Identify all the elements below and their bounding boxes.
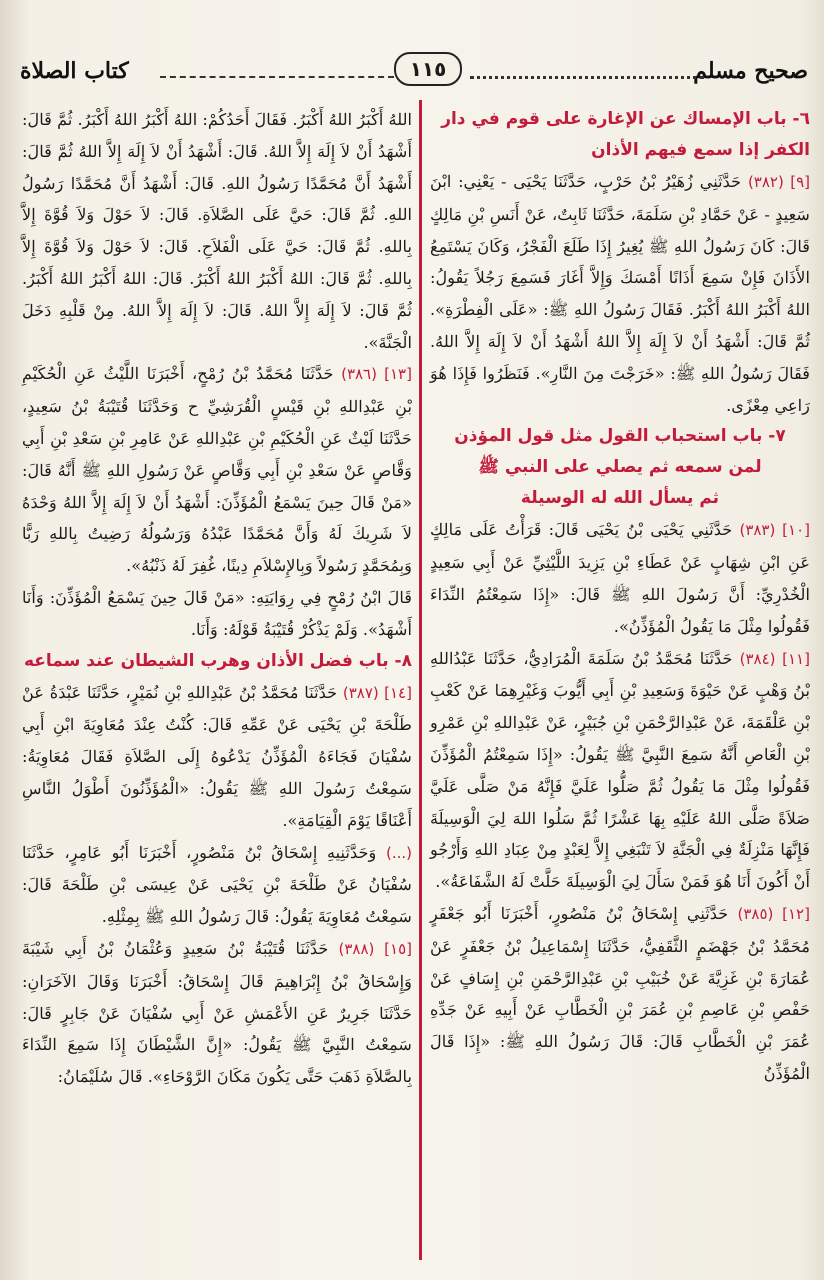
hadith-text: وَحَدَّثَنِيهِ إِسْحَاقُ بْنُ مَنْصُورٍ، أَخْبَرَنَا أَبُو عَامِرٍ، حَدَّثَنَا سُفْيَانُ عَنْ طَلْحَةَ بْنِ يَحْيَى عَنْ عِيسَى بْنِ طَلْحَةَ قَالَ: سَمِعْتُ مُعَاوِيَةَ يَقُولُ: قَالَ رَسُولُ اللهِ ﷺ بِمِثْلِهِ. bbox=[22, 842, 412, 927]
hadith-text: حَدَّثَنِي إِسْحَاقُ بْنُ مَنْصُورٍ، أَخْبَرَنَا أَبُو جَعْفَرٍ مُحَمَّدُ بْنُ جَهْضَمٍ الثَّقَفِيُّ، حَدَّثَنَا إِسْمَاعِيلُ بْنُ جَعْفَرٍ عَنْ عُمَارَةَ بْنِ غَزِيَّةَ عَنْ خُبَيْبِ بْنِ عَبْدِالرَّحْمَنِ بْنِ إِسَافٍ عَنْ حَفْصِ بْنِ عَاصِمِ بْنِ عُمَرَ بْنِ الْخَطَّابِ عَنْ أَبِيهِ عَنْ جَدِّهِ عُمَرَ بْنِ الْخَطَّابِ قَالَ: قَالَ رَسُولُ اللهِ ﷺ: «إِذَا قَالَ الْمُؤَذِّنُ bbox=[430, 903, 810, 1083]
hadith-12 bbox=[430, 898, 810, 1090]
hadith-ref: [١٤] (٣٨٧) bbox=[342, 683, 412, 702]
hadith-text: حَدَّثَنِي يَحْيَى بْنُ يَحْيَى قَالَ: قَرَأْتُ عَلَى مَالِكٍ عَنِ ابْنِ شِهَابٍ عَنْ عَطَاءِ بْنِ يَزِيدَ اللَّيْثِيِّ عَنْ أَبِي سَعِيدٍ الْخُدْرِيِّ: أَنَّ رَسُولَ اللهِ ﷺ قَالَ: «إِذَا سَمِعْتُمُ النِّدَاءَ فَقُولُوا مِثْلَ مَا يَقُولُ الْمُؤَذِّنُ». bbox=[430, 520, 810, 636]
header-dotted-rule bbox=[470, 76, 704, 79]
hadith-text: حَدَّثَنَا مُحَمَّدُ بْنُ سَلَمَةَ الْمُرَادِيُّ، حَدَّثَنَا عَبْدُاللهِ بْنُ وَهْبٍ عَنْ حَيْوَةَ وَسَعِيدِ بْنِ أَبِي أَيُّوبَ وَغَيْرِهِمَا عَنْ كَعْبِ بْنِ عَلْقَمَةَ، عَنْ عَبْدِالرَّحْمَنِ بْنِ جُبَيْرٍ، عَنْ عَبْدِاللهِ بْنِ عَمْرِو بْنِ الْعَاصِ أَنَّهُ سَمِعَ النَّبِيَّ ﷺ يَقُولُ: «إِذَا سَمِعْتُمُ الْمُؤَذِّنَ فَقُولُوا مِثْلَ مَا يَقُولُ ثُمَّ صَلُّوا عَلَيَّ فَإِنَّهُ مَنْ صَلَّى عَلَيَّ صَلاَةً صَلَّى اللهُ عَلَيْهِ بِهَا عَشْرًا ثُمَّ سَلُوا اللهَ لِيَ الْوَسِيلَةَ فَإِنَّهَا مَنْزِلَةٌ فِي الْجَنَّةِ لاَ تَنْبَغِي إِلاَّ لِعَبْدٍ مِنْ عِبَادِ اللهِ وَأَرْجُو أَنْ أَكُونَ أَنَا هُوَ فَمَنْ سَأَلَ لِيَ الْوَسِيلَةَ حَلَّتْ لَهُ الشَّفَاعَةُ». bbox=[430, 648, 810, 892]
hadith-ref: [٩] (٣٨٢) bbox=[747, 173, 810, 191]
chapter-7-heading-line-2: لمن سمعه ثم يصلي على النبي ﷺ bbox=[478, 457, 762, 478]
book-title: صحيح مسلم bbox=[693, 58, 808, 84]
chapter-7-heading: ٧- باب استحباب القول مثل قول المؤذن bbox=[454, 426, 786, 447]
hadith-ref: (...) bbox=[385, 843, 412, 862]
hadith-ref: [١٥] (٣٨٨) bbox=[338, 939, 412, 958]
column-divider bbox=[419, 100, 422, 1260]
hadith-13 bbox=[22, 358, 412, 582]
chapter-6-heading: ٦- باب الإمساك عن الإغارة على قوم في دار الكفر إذا سمع فيهم الأذان bbox=[441, 109, 810, 160]
hadith-12-continuation: اللهُ أَكْبَرُ اللهُ أَكْبَرُ. فَقَالَ أَحَدُكُمْ: اللهُ أَكْبَرُ اللهُ أَكْبَرُ. ثُمَّ قَالَ: أَشْهَدُ أَنْ لاَ إِلَهَ إِلاَّ اللهُ. قَالَ: أَشْهَدُ أَنْ لاَ إِلَهَ إِلاَّ اللهُ ثُمَّ قَالَ: أَشْهَدُ أَنَّ مُحَمَّدًا رَسُولُ اللهِ. قَالَ: أَشْهَدُ أَنَّ مُحَمَّدًا رَسُولُ اللهِ. ثُمَّ قَالَ: حَيَّ عَلَى الصَّلاَةِ. قَالَ: لاَ حَوْلَ وَلاَ قُوَّةَ إِلاَّ بِاللهِ. ثُمَّ قَالَ: حَيَّ عَلَى الْفَلاَحِ. قَالَ: لاَ حَوْلَ وَلاَ قُوَّةَ إِلاَّ بِاللهِ. ثُمَّ قَالَ: اللهُ أَكْبَرُ اللهُ أَكْبَرُ. قَالَ: اللهُ أَكْبَرُ اللهُ أَكْبَرُ. ثُمَّ قَالَ: لاَ إِلَهَ إِلاَّ اللهُ. قَالَ: لاَ إِلَهَ إِلاَّ اللهُ. مِنْ قَلْبِهِ دَخَلَ الْجَنَّةَ». bbox=[22, 110, 412, 352]
right-column bbox=[430, 104, 810, 1090]
hadith-ref: [١٣] (٣٨٦) bbox=[341, 365, 412, 384]
hadith-text: حَدَّثَنَا مُحَمَّدُ بْنُ رُمْحٍ، أَخْبَرَنَا اللَّيْثُ عَنِ الْحُكَيْمِ بْنِ عَبْدِاللهِ بْنِ قَيْسٍ الْقُرَشِيِّ ح وَحَدَّثَنَا قُتَيْبَةُ بْنُ سَعِيدٍ، حَدَّثَنَا لَيْثٌ عَنِ الْحُكَيْمِ بْنِ عَبْدِاللهِ عَنْ عَامِرِ بْنِ سَعْدِ بْنِ أَبِي وَقَّاصٍ عَنْ سَعْدِ بْنِ أَبِي وَقَّاصٍ عَنْ رَسُولِ اللهِ ﷺ أَنَّهُ قَالَ: «مَنْ قَالَ حِينَ يَسْمَعُ الْمُؤَذِّنَ: أَشْهَدُ أَنْ لاَ إِلَهَ إِلاَّ اللهُ وَحْدَهُ لاَ شَرِيكَ لَهُ وَأَنَّ مُحَمَّدًا عَبْدُهُ وَرَسُولُهُ رَضِيتُ بِاللهِ رَبًّا وَبِمُحَمَّدٍ رَسُولاً وَبِالإِسْلاَمِ دِينًا، غُفِرَ لَهُ ذَنْبُهُ». bbox=[22, 364, 412, 576]
chapter-8-heading: ٨- باب فضل الأذان وهرب الشيطان عند سماعه bbox=[23, 650, 412, 671]
chapter-7-heading-line-3: ثم يسأل الله له الوسيلة bbox=[520, 488, 720, 509]
hadith-ref: [١٢] (٣٨٥) bbox=[737, 904, 810, 923]
hadith-9 bbox=[430, 166, 810, 421]
hadith-15 bbox=[22, 933, 412, 1093]
hadith-text: حَدَّثَنِي زُهَيْرُ بْنُ حَرْبٍ، حَدَّثَنَا يَحْيَى - يَعْنِي: ابْنَ سَعِيدٍ - عَنْ حَمَّادِ بْنِ سَلَمَةَ، حَدَّثَنَا ثَابِتٌ، عَنْ أَنَسِ بْنِ مَالِكٍ قَالَ: كَانَ رَسُولُ اللهِ ﷺ يُغِيرُ إِذَا طَلَعَ الْفَجْرُ، وَكَانَ يَسْتَمِعُ الأَذَانَ فَإِنْ سَمِعَ أَذَانًا أَمْسَكَ وَإِلاَّ أَغَارَ فَسَمِعَ رَجُلاً يَقُولُ: اللهُ أَكْبَرُ اللهُ أَكْبَرُ. فَقَالَ رَسُولُ اللهِ ﷺ: «عَلَى الْفِطْرَةِ». ثُمَّ قَالَ: أَشْهَدُ أَنْ لاَ إِلَهَ إِلاَّ اللهُ أَشْهَدُ أَنْ لاَ إِلَهَ إِلاَّ اللهُ. فَقَالَ رَسُولُ اللهِ ﷺ: «خَرَجْتَ مِنَ النَّارِ». فَنَظَرُوا فَإِذَا هُوَ رَاعِي مِعْزًى. bbox=[430, 172, 810, 415]
page-number: ١١٥ bbox=[394, 52, 462, 86]
hadith-14 bbox=[22, 677, 412, 837]
chapter-title: كتاب الصلاة bbox=[20, 58, 129, 84]
hadith-ref: [١١] (٣٨٤) bbox=[739, 649, 810, 668]
hadith-11 bbox=[430, 643, 810, 898]
hadith-text: حَدَّثَنَا قُتَيْبَةُ بْنُ سَعِيدٍ وَعُثْمَانُ بْنُ أَبِي شَيْبَةَ وَإِسْحَاقُ بْنُ إِبْرَاهِيمَ قَالَ إِسْحَاقُ: أَخْبَرَنَا وَقَالَ الآخَرَانِ: حَدَّثَنَا جَرِيرٌ عَنِ الأَعْمَشِ عَنْ أَبِي سُفْيَانَ عَنْ جَابِرٍ قَالَ: سَمِعْتُ النَّبِيَّ ﷺ يَقُولُ: «إِنَّ الشَّيْطَانَ إِذَا سَمِعَ النِّدَاءَ بِالصَّلاَةِ ذَهَبَ حَتَّى يَكُونَ مَكَانَ الرَّوْحَاءِ». قَالَ سُلَيْمَانُ: bbox=[22, 938, 412, 1087]
hadith-14b bbox=[22, 837, 412, 933]
hadith-ref: [١٠] (٣٨٣) bbox=[739, 521, 810, 540]
hadith-text: حَدَّثَنَا مُحَمَّدُ بْنُ عَبْدِاللهِ بْنِ نُمَيْرٍ، حَدَّثَنَا عَبْدَةُ عَنْ طَلْحَةَ بْنِ يَحْيَى عَنْ عَمِّهِ قَالَ: كُنْتُ عِنْدَ مُعَاوِيَةَ ابْنِ أَبِي سُفْيَانَ فَجَاءَهُ الْمُؤَذِّنُ يَدْعُوهُ إِلَى الصَّلاَةِ فَقَالَ مُعَاوِيَةُ: سَمِعْتُ رَسُولَ اللهِ ﷺ يَقُولُ: «الْمُؤَذِّنُونَ أَطْوَلُ النَّاسِ أَعْنَاقًا يَوْمَ الْقِيَامَةِ». bbox=[22, 682, 412, 830]
hadith-13-note: قَالَ ابْنُ رُمْحٍ فِي رِوَايَتِهِ: «مَنْ قَالَ حِينَ يَسْمَعُ الْمُؤَذِّنَ: وَأَنَا أَشْهَدُ». وَلَمْ يَذْكُرْ قُتَيْبَةُ قَوْلَهُ: وَأَنَا. bbox=[22, 587, 412, 639]
header-dashed-rule bbox=[160, 76, 394, 78]
page-header bbox=[0, 44, 824, 94]
left-column bbox=[22, 104, 412, 1093]
hadith-10 bbox=[430, 514, 810, 642]
